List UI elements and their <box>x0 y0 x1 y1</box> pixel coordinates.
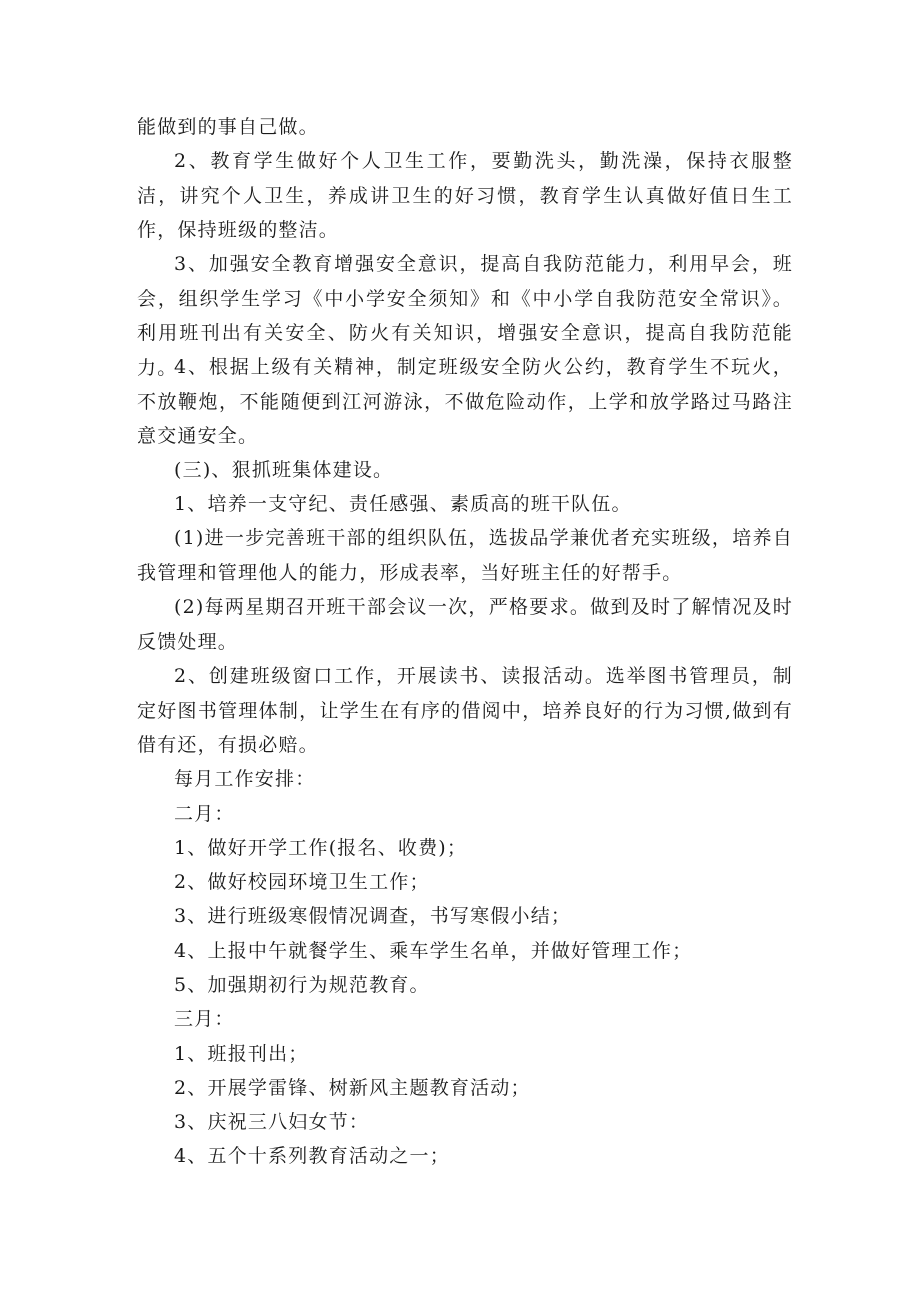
paragraph-4: 4、根据上级有关精神，制定班级安全防火公约，教育学生不玩火，不放鞭炮，不能随便到江河游泳，不做危险动作，上学和放学路过马路注意交通安全。 <box>137 356 793 447</box>
list-item: 3、进行班级寒假情况调查，书写寒假小结； <box>174 905 572 927</box>
month-march-heading: 三月： <box>174 1008 235 1030</box>
paragraph-1: 能做到的事自己做。 <box>137 116 319 138</box>
paragraph-8: 2、创建班级窗口工作，开展读书、读报活动。选举图书管理员，制定好图书管理体制，让学生在有序的借阅中，培养良好的行为习惯,做到有借有还，有损必赔。 <box>137 665 793 756</box>
section-heading: (三)、狠抓班集体建设。 <box>174 459 394 481</box>
list-item: 2、开展学雷锋、树新风主题教育活动； <box>174 1077 531 1099</box>
list-item: 1、班报刊出； <box>174 1043 309 1065</box>
paragraph-5: 1、培养一支守纪、责任感强、素质高的班干队伍。 <box>174 493 632 515</box>
list-item: 5、加强期初行为规范教育。 <box>174 974 430 996</box>
monthly-plan-heading: 每月工作安排： <box>174 768 316 790</box>
month-february-heading: 二月： <box>174 803 235 825</box>
list-item: 4、五个十系列教育活动之一； <box>174 1145 450 1167</box>
paragraph-3: 3、加强安全教育增强安全意识，提高自我防范能力，利用早会，班会，组织学生学习《中小学安全须知》和《中小学自我防范安全常识》。利用班刊出有关安全、防火有关知识，增强安全意识，提高自我防范能力。 <box>137 253 793 379</box>
paragraph-2: 2、教育学生做好个人卫生工作，要勤洗头，勤洗澡，保持衣服整洁，讲究个人卫生，养成讲卫生的好习惯，教育学生认真做好值日生工作，保持班级的整洁。 <box>137 150 793 241</box>
paragraph-7: (2)每两星期召开班干部会议一次，严格要求。做到及时了解情况及时反馈处理。 <box>137 596 793 653</box>
list-item: 2、做好校园环境卫生工作； <box>174 871 430 893</box>
list-item: 4、上报中午就餐学生、乘车学生名单，并做好管理工作； <box>174 940 693 962</box>
list-item: 3、庆祝三八妇女节： <box>174 1111 370 1133</box>
list-item: 1、做好开学工作(报名、收费)； <box>174 837 468 859</box>
paragraph-6: (1)进一步完善班干部的组织队伍，选拔品学兼优者充实班级，培养自我管理和管理他人的能力，形成表率，当好班主任的好帮手。 <box>137 527 793 584</box>
